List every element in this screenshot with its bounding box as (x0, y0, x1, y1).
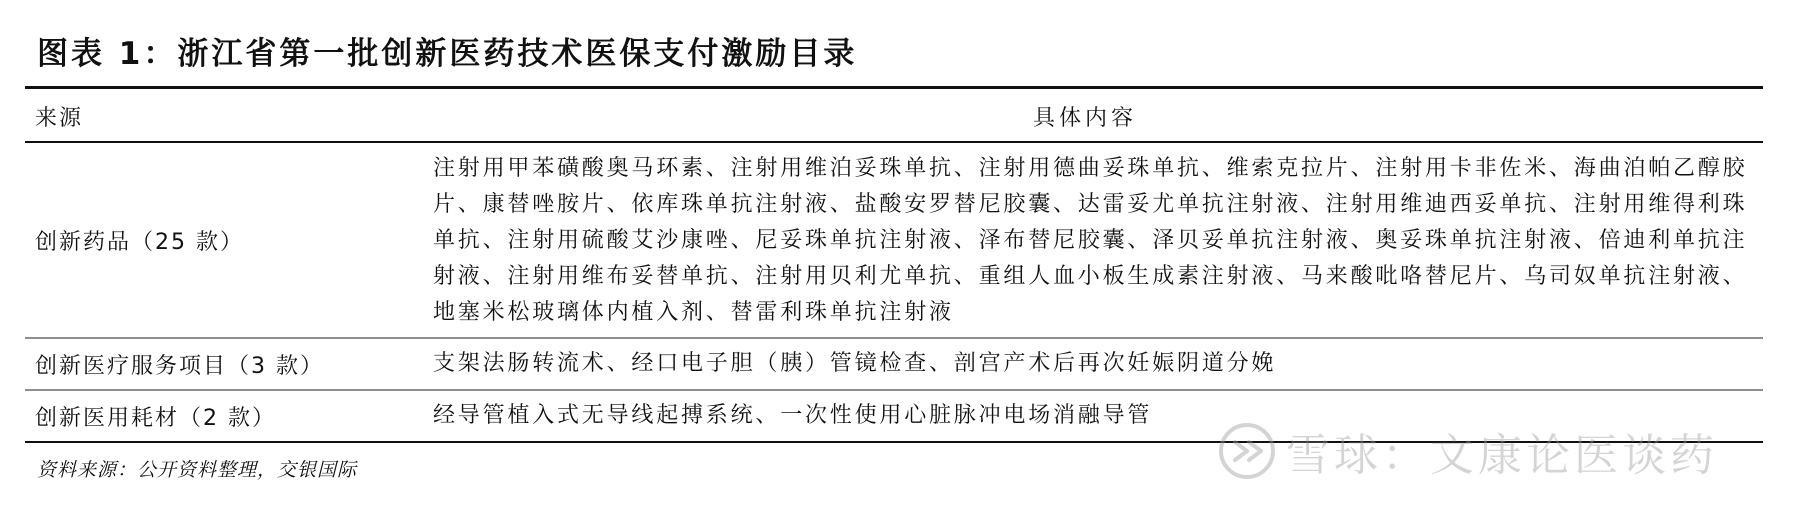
row-source-drugs: 创新药品（25 款） (35, 229, 244, 255)
header-source: 来源 (35, 106, 84, 131)
header-content: 具体内容 (1033, 106, 1138, 131)
row-content-consumables: 经导管植入式无导线起搏系统、一次性使用心脏脉冲电场消融导管 (433, 403, 1153, 428)
row-source-consumables: 创新医用耗材（2 款） (35, 405, 276, 431)
table-row (25, 339, 1763, 389)
table-header-row (25, 89, 1763, 141)
watermark-text: 雪球：文康论医谈药 (1286, 430, 1718, 481)
figure-title: 图表 1：浙江省第一批创新医药技术医保支付激励目录 (37, 36, 858, 72)
source-footnote: 资料来源：公开资料整理，交银国际 (37, 459, 358, 481)
table-row (25, 143, 1763, 337)
row-source-services: 创新医疗服务项目（3 款） (35, 353, 324, 379)
row-content-drugs: 注射用甲苯磺酸奥马环素、注射用维泊妥珠单抗、注射用德曲妥珠单抗、维索克拉片、注射用卡非佐米、海曲泊帕乙醇胶片、康替唑胺片、依库珠单抗注射液、盐酸安罗替尼胶囊、达雷妥尤单抗注射液、注射用维迪西妥单抗、注射用维得利珠单抗、注射用硫酸艾沙康唑、尼妥珠单抗注射液、泽布替尼胶囊、泽贝妥单抗注射液、奥妥珠单抗注射液、倍迪利单抗注射液、注射用维布妥替单抗、注射用贝利尤单抗、重组人血小板生成素注射液、马来酸吡咯替尼片、乌司奴单抗注射液、地塞米松玻璃体内植入剂、替雷利珠单抗注射液 (433, 156, 1748, 325)
watermark (1218, 420, 1718, 482)
snowball-logo-icon (1218, 422, 1276, 480)
row-content-services: 支架法肠转流术、经口电子胆（胰）管镜检查、剖宫产术后再次妊娠阴道分娩 (433, 351, 1277, 376)
catalog-table (25, 86, 1763, 443)
